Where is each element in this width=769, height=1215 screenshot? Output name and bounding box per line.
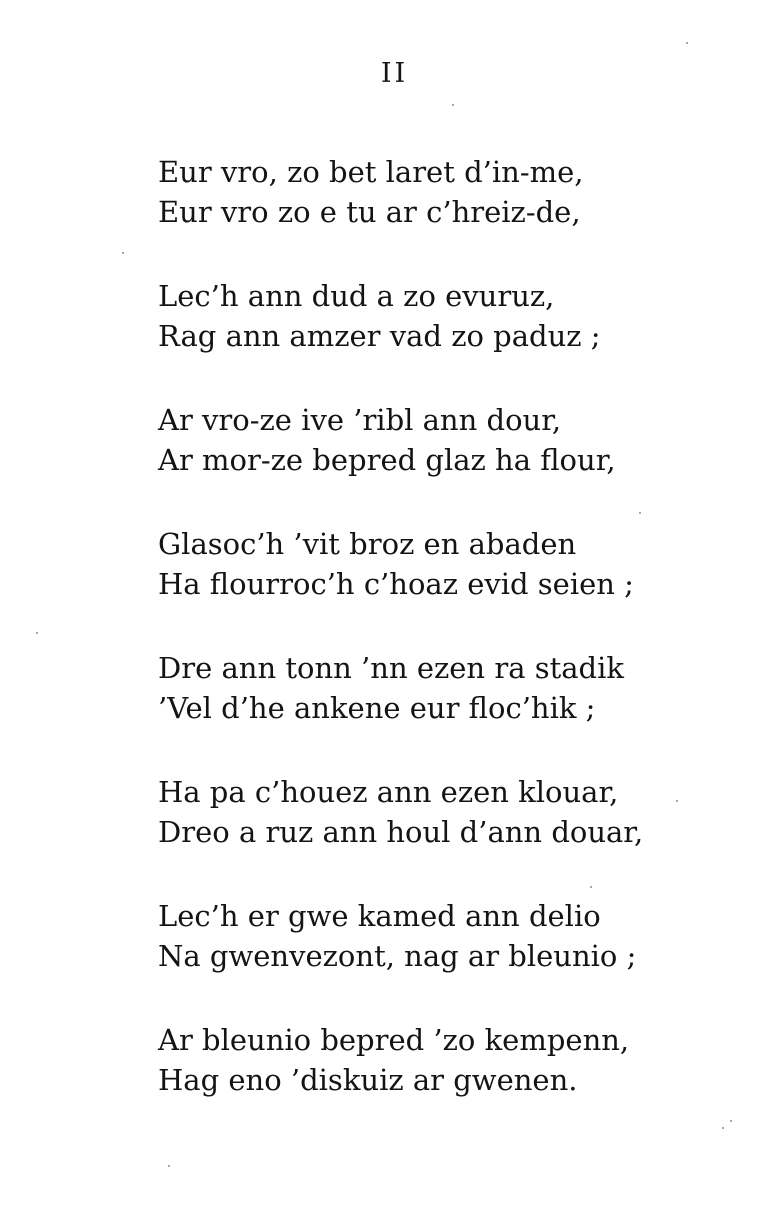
poem-line: Ha flourroc’h c’hoaz evid seien ; [158, 567, 634, 601]
stanza-6 [158, 772, 738, 852]
stanza-8 [158, 1020, 738, 1100]
scan-speck [639, 512, 641, 514]
stanza-7 [158, 896, 738, 976]
stanza-5 [158, 648, 738, 728]
poem-line: Lec’h er gwe kamed ann delio [158, 899, 601, 933]
poem-line: ’Vel d’he ankene eur floc’hik ; [158, 691, 596, 725]
scan-speck [168, 1165, 170, 1167]
stanza-3 [158, 400, 738, 480]
poem-line: Eur vro, zo bet laret d’in-me, [158, 155, 584, 189]
poem-line: Ar mor-ze bepred glaz ha flour, [158, 443, 616, 477]
scan-speck [452, 104, 454, 106]
poem-line: Na gwenvezont, nag ar bleunio ; [158, 939, 637, 973]
poem-line: Dreo a ruz ann houl d’ann douar, [158, 815, 644, 849]
poem-line: Glasoc’h ’vit broz en abaden [158, 527, 577, 561]
poem-line: Ar vro-ze ive ’ribl ann dour, [158, 403, 562, 437]
scan-speck [676, 800, 678, 802]
poem-line: Eur vro zo e tu ar c’hreiz-de, [158, 195, 581, 229]
poem-line: Lec’h ann dud a zo evuruz, [158, 279, 555, 313]
scan-speck [686, 42, 688, 44]
poem-line: Ar bleunio bepred ’zo kempenn, [158, 1023, 630, 1057]
poem-line: Rag ann amzer vad zo paduz ; [158, 319, 601, 353]
stanza-1 [158, 152, 738, 232]
stanza-4 [158, 524, 738, 604]
poem [158, 152, 738, 1144]
scan-speck [122, 252, 124, 254]
poem-line: Dre ann tonn ’nn ezen ra stadik [158, 651, 624, 685]
stanza-2 [158, 276, 738, 356]
scan-speck [730, 1120, 732, 1122]
page-number: II [380, 58, 409, 89]
scan-speck [36, 632, 38, 634]
scan-speck [722, 1127, 724, 1129]
poem-line: Ha pa c’houez ann ezen klouar, [158, 775, 619, 809]
scan-speck [590, 886, 592, 888]
poem-line: Hag eno ’diskuiz ar gwenen. [158, 1063, 578, 1097]
